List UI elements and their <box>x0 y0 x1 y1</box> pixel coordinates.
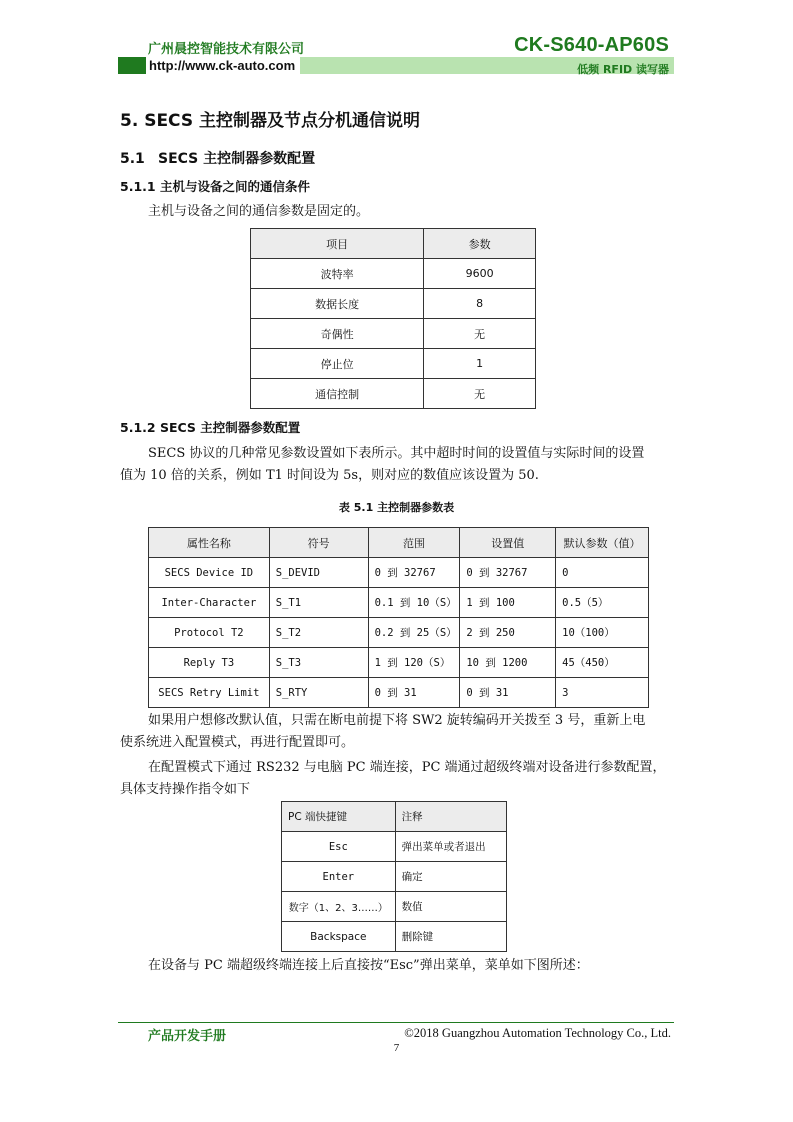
table-header-row <box>251 229 536 259</box>
config-mode-line1: 在配置模式下通过 RS232 与电脑 PC 端连接，PC 端通过超级终端对设备进行参数配置， <box>148 760 666 775</box>
table-header-row <box>282 802 507 832</box>
modify-default-line2: 使系统进入配置模式，再进行配置即可。 <box>120 735 355 750</box>
table-row <box>251 349 536 379</box>
table-cell: Enter <box>282 862 396 892</box>
table-cell: 0 到 32767 <box>460 558 556 588</box>
table-cell: 1 到 100 <box>460 588 556 618</box>
table-header-cell: 项目 <box>251 229 424 259</box>
table-cell: 0.5（5） <box>556 588 649 618</box>
table-cell: 无 <box>424 319 536 349</box>
table-row <box>251 259 536 289</box>
table-header-cell: 注释 <box>395 802 506 832</box>
table-row <box>149 558 649 588</box>
table-header-cell: 默认参数（值） <box>556 528 649 558</box>
comm-params-table <box>250 228 536 409</box>
table-cell: 8 <box>424 289 536 319</box>
table-cell: 45（450） <box>556 648 649 678</box>
table-cell: S_T3 <box>269 648 368 678</box>
param-desc-line2: 值为 10 倍的关系，例如 T1 时间设为 5s，则对应的数值应该设置为 50. <box>120 468 539 483</box>
table-cell: 1 <box>424 349 536 379</box>
table-cell: Inter-Character <box>149 588 270 618</box>
table-cell: S_T1 <box>269 588 368 618</box>
table-cell: 0 到 31 <box>368 678 460 708</box>
comm-intro-text: 主机与设备之间的通信参数是固定的。 <box>148 204 370 219</box>
product-subtitle: 低频 RFID 读写器 <box>577 63 669 76</box>
table-cell: 0 <box>556 558 649 588</box>
table-cell: 0 到 32767 <box>368 558 460 588</box>
table-header-cell: 属性名称 <box>149 528 270 558</box>
product-model: CK-S640-AP60S <box>514 34 669 56</box>
table-cell: 奇偶性 <box>251 319 424 349</box>
table-cell: 1 到 120（S） <box>368 648 460 678</box>
pc-shortcut-table <box>281 801 507 952</box>
table-header-cell: PC 端快捷键 <box>282 802 396 832</box>
table-cell: 停止位 <box>251 349 424 379</box>
table-row <box>251 379 536 409</box>
subsection-text: SECS 主控制器参数配置 <box>158 151 316 167</box>
table-cell: 数据长度 <box>251 289 424 319</box>
table-row <box>149 588 649 618</box>
subsection-5-1-title <box>120 148 315 168</box>
page-number: 7 <box>393 1042 400 1054</box>
table-row <box>251 289 536 319</box>
table-header-cell: 符号 <box>269 528 368 558</box>
subsection-5-1-1-title: 5.1.1 主机与设备之间的通信条件 <box>120 179 310 194</box>
footer-copyright: ©2018 Guangzhou Automation Technology Co., Ltd. <box>404 1026 671 1040</box>
table-cell: Reply T3 <box>149 648 270 678</box>
table-cell: Protocol T2 <box>149 618 270 648</box>
table-cell: 10（100） <box>556 618 649 648</box>
subsection-5-1-2-title: 5.1.2 SECS 主控制器参数配置 <box>120 420 301 435</box>
table-cell: SECS Retry Limit <box>149 678 270 708</box>
table-cell: S_RTY <box>269 678 368 708</box>
table-cell: 10 到 1200 <box>460 648 556 678</box>
table-cell: 弹出菜单或者退出 <box>395 832 506 862</box>
table-cell: 3 <box>556 678 649 708</box>
table-cell: 数字（1、2、3……） <box>282 892 396 922</box>
table-row <box>149 678 649 708</box>
table-cell: 删除键 <box>395 922 506 952</box>
table-cell: Backspace <box>282 922 396 952</box>
table-caption: 表 5.1 主控制器参数表 <box>338 501 455 514</box>
secs-params-table <box>148 527 649 708</box>
table-cell: 确定 <box>395 862 506 892</box>
table-row <box>282 922 507 952</box>
table-cell: 无 <box>424 379 536 409</box>
table-cell: S_T2 <box>269 618 368 648</box>
config-mode-line2: 具体支持操作指令如下 <box>120 782 251 797</box>
table-cell: 0.1 到 10（S） <box>368 588 460 618</box>
esc-menu-text: 在设备与 PC 端超级终端连接上后直接按“Esc”弹出菜单，菜单如下图所述： <box>148 958 589 973</box>
table-cell: 波特率 <box>251 259 424 289</box>
footer-manual-title: 产品开发手册 <box>148 1029 227 1044</box>
company-url[interactable]: http://www.ck-auto.com <box>149 58 296 73</box>
table-cell: 2 到 250 <box>460 618 556 648</box>
footer-divider <box>118 1022 674 1023</box>
table-row <box>282 862 507 892</box>
table-cell: Esc <box>282 832 396 862</box>
table-cell: 数值 <box>395 892 506 922</box>
header-accent-block <box>118 57 146 74</box>
table-header-cell: 参数 <box>424 229 536 259</box>
modify-default-line1: 如果用户想修改默认值，只需在断电前提下将 SW2 旋转编码开关拨至 3 号，重新上电 <box>148 713 646 728</box>
table-header-cell: 设置值 <box>460 528 556 558</box>
table-row <box>282 892 507 922</box>
param-desc-line1: SECS 协议的几种常见参数设置如下表所示。其中超时时间的设置值与实际时间的设置 <box>148 446 645 461</box>
table-cell: S_DEVID <box>269 558 368 588</box>
table-row <box>282 832 507 862</box>
table-cell: 0 到 31 <box>460 678 556 708</box>
table-cell: 9600 <box>424 259 536 289</box>
subsection-number: 5.1 <box>120 151 145 167</box>
section-title: 5. SECS 主控制器及节点分机通信说明 <box>120 111 421 131</box>
table-cell: SECS Device ID <box>149 558 270 588</box>
table-cell: 0.2 到 25（S） <box>368 618 460 648</box>
table-header-cell: 范围 <box>368 528 460 558</box>
table-cell: 通信控制 <box>251 379 424 409</box>
table-row <box>251 319 536 349</box>
table-row <box>149 618 649 648</box>
company-name: 广州晨控智能技术有限公司 <box>148 42 305 57</box>
table-row <box>149 648 649 678</box>
table-header-row <box>149 528 649 558</box>
